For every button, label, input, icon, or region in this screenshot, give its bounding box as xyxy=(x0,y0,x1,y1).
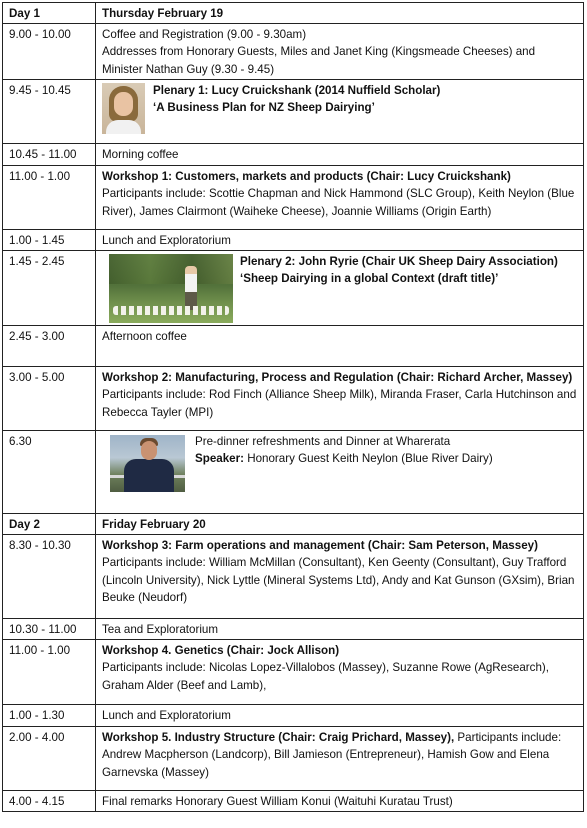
event-text: Morning coffee xyxy=(96,143,584,165)
event-cell xyxy=(96,165,584,229)
table-row xyxy=(3,726,584,790)
table-row xyxy=(3,639,584,704)
plenary-title: Plenary 1: Lucy Cruickshank (2014 Nuffield Scholar) xyxy=(153,83,441,97)
workshop-title: Workshop 5. Industry Structure (Chair: Craig Prichard, Massey), xyxy=(102,730,455,744)
plenary-title: Plenary 2: John Ryrie (Chair UK Sheep Dairy Association) xyxy=(240,254,558,268)
event-text: Pre-dinner refreshments and Dinner at Wharerata xyxy=(195,434,451,448)
time-cell: 3.00 - 5.00 xyxy=(3,366,96,430)
table-row xyxy=(3,165,584,229)
workshop-title: Workshop 1: Customers, markets and products (Chair: Lucy Cruickshank) xyxy=(102,169,511,183)
speaker-line xyxy=(195,450,493,468)
participants-text: Participants include: Scottie Chapman and Nick Hammond (SLC Group), Keith Neylon (Blue River), James Clairmont (Waiheke Cheese), Joannie Williams (Origin Earth) xyxy=(102,187,575,218)
time-cell: 1.00 - 1.30 xyxy=(3,704,96,726)
event-text: Lunch and Exploratorium xyxy=(96,704,584,726)
day-label: Day 1 xyxy=(3,3,96,24)
time-cell: 10.45 - 11.00 xyxy=(3,143,96,165)
table-row xyxy=(3,790,584,811)
time-cell: 6.30 xyxy=(3,430,96,513)
table-row xyxy=(3,366,584,430)
table-row xyxy=(3,23,584,79)
event-text: Tea and Exploratorium xyxy=(96,618,584,639)
event-cell xyxy=(96,79,584,143)
speaker-name: Honorary Guest Keith Neylon (Blue River Dairy) xyxy=(243,452,493,465)
plenary-subtitle: ‘Sheep Dairying in a global Context (draft title)’ xyxy=(240,272,499,285)
event-text: Addresses from Honorary Guests, Miles and Janet King (Kingsmeade Cheeses) and Minister Nathan Guy (9.30 - 9.45) xyxy=(102,45,536,76)
participants-text: Participants include: Nicolas Lopez-Villalobos (Massey), Suzanne Rowe (AgResearch), Graham Alder (Beef and Lamb), xyxy=(102,661,549,692)
day-date: Friday February 20 xyxy=(96,513,584,534)
table-row xyxy=(3,79,584,143)
time-cell: 11.00 - 1.00 xyxy=(3,165,96,229)
speaker-photo xyxy=(102,83,145,134)
time-cell: 2.45 - 3.00 xyxy=(3,325,96,366)
table-row xyxy=(3,325,584,366)
table-row xyxy=(3,250,584,325)
time-cell: 11.00 - 1.00 xyxy=(3,639,96,704)
table-row xyxy=(3,430,584,513)
event-cell xyxy=(96,534,584,618)
event-text: Lunch and Exploratorium xyxy=(96,229,584,250)
time-cell: 1.45 - 2.45 xyxy=(3,250,96,325)
table-row xyxy=(3,143,584,165)
event-cell xyxy=(96,726,584,790)
speaker-label: Speaker: xyxy=(195,452,244,465)
event-cell xyxy=(96,639,584,704)
event-cell xyxy=(96,250,584,325)
time-cell: 9.45 - 10.45 xyxy=(3,79,96,143)
day-label: Day 2 xyxy=(3,513,96,534)
table-row xyxy=(3,534,584,618)
participants-text: Participants include: Rod Finch (Alliance Sheep Milk), Miranda Fraser, Carla Hutchinson and Rebecca Tayler (MPI) xyxy=(102,388,577,419)
table-row xyxy=(3,618,584,639)
workshop-title: Workshop 4. Genetics (Chair: Jock Allison) xyxy=(102,643,340,657)
time-cell: 4.00 - 4.15 xyxy=(3,790,96,811)
table-row xyxy=(3,229,584,250)
event-text: Final remarks Honorary Guest William Konui (Waituhi Kuratau Trust) xyxy=(96,790,584,811)
workshop-title: Workshop 3: Farm operations and management (Chair: Sam Peterson, Massey) xyxy=(102,538,538,552)
schedule-table xyxy=(2,2,584,812)
participants-text: Participants include: Andrew Macpherson (Landcorp), Bill Jamieson (Entrepreneur), Hamish Gow and Elena Garnevska (Massey) xyxy=(102,730,562,779)
plenary-subtitle: ‘A Business Plan for NZ Sheep Dairying’ xyxy=(153,101,375,114)
time-cell: 9.00 - 10.00 xyxy=(3,23,96,79)
time-cell: 1.00 - 1.45 xyxy=(3,229,96,250)
speaker-photo xyxy=(110,435,185,492)
time-cell: 2.00 - 4.00 xyxy=(3,726,96,790)
day-date: Thursday February 19 xyxy=(96,3,584,24)
participants-text: Participants include: William McMillan (Consultant), Ken Geenty (Consultant), Guy Trafford (Lincoln University), Nick Lyttle (Mineral Systems Ltd), Andy and Kat Gunson (GXsim), Brian Beuke (Neudorf) xyxy=(102,556,575,604)
day-header-row xyxy=(3,3,584,24)
event-cell xyxy=(96,23,584,79)
table-row xyxy=(3,704,584,726)
event-text: Afternoon coffee xyxy=(96,325,584,366)
event-text: Coffee and Registration (9.00 - 9.30am) xyxy=(102,27,307,41)
day-header-row xyxy=(3,513,584,534)
event-cell xyxy=(96,366,584,430)
time-cell: 8.30 - 10.30 xyxy=(3,534,96,618)
speaker-photo xyxy=(109,254,233,323)
event-cell xyxy=(96,430,584,513)
time-cell: 10.30 - 11.00 xyxy=(3,618,96,639)
workshop-title: Workshop 2: Manufacturing, Process and Regulation (Chair: Richard Archer, Massey) xyxy=(102,370,573,384)
